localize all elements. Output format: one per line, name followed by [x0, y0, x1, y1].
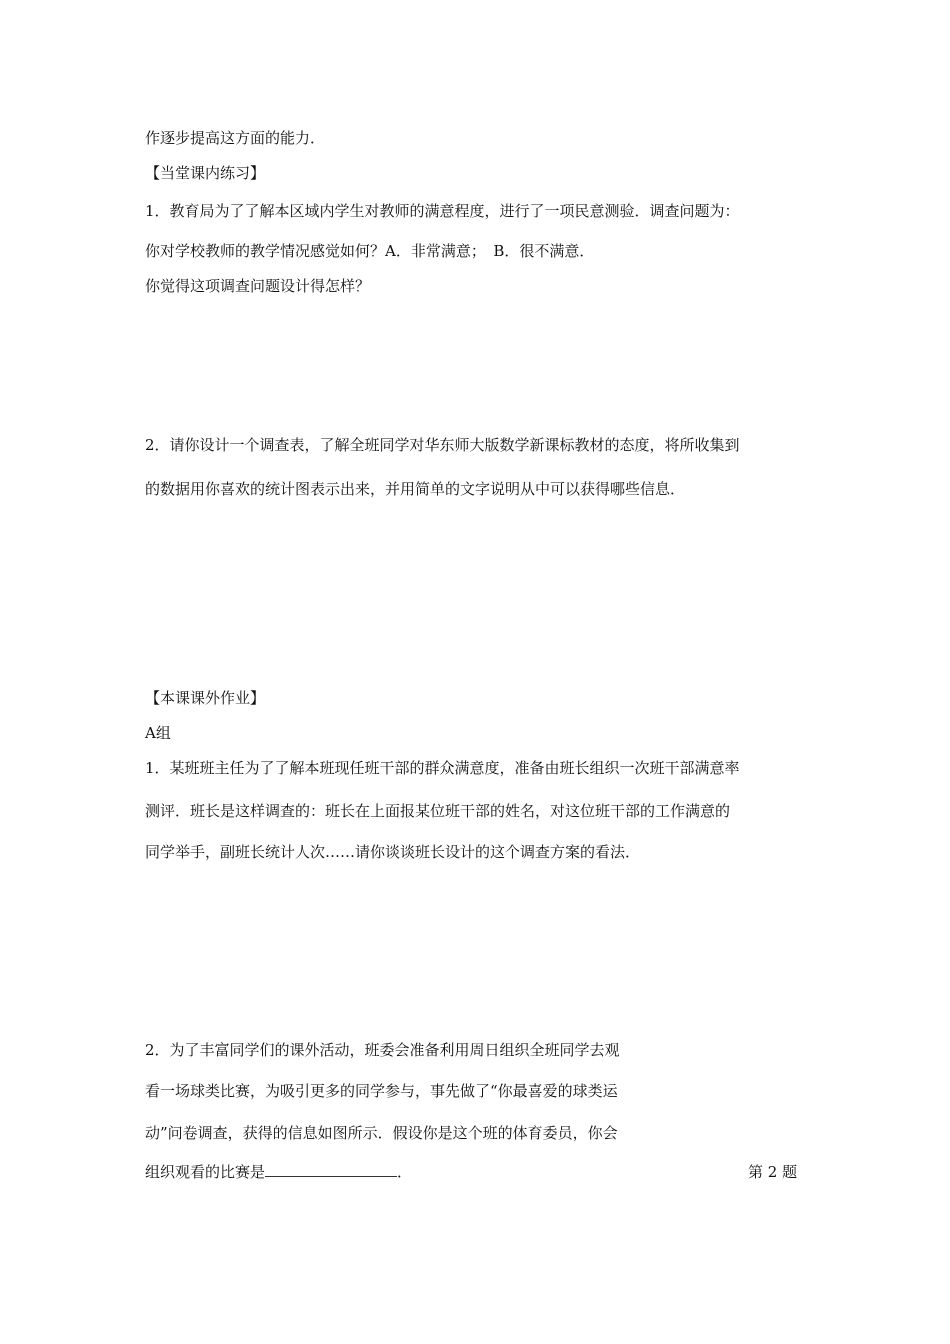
question-1-line-1: 1．教育局为了了解本区域内学生对教师的满意程度，进行了一项民意测验．调查问题为： [145, 202, 740, 220]
intro-tail-text: 作逐步提高这方面的能力． [145, 129, 326, 147]
homework-1-line-2: 测评．班长是这样调查的：班长在上面报某位班干部的姓名，对这位班干部的工作满意的 [145, 802, 731, 820]
section-heading-homework: 【本课课外作业】 [145, 689, 266, 707]
homework-1-line-1: 1．某班班主任为了了解本班现任班干部的群众满意度，准备由班长组织一次班干部满意率 [145, 759, 740, 777]
homework-2-line-4 [145, 1162, 412, 1182]
homework-2-line-4-prefix: 组织观看的比赛是 [145, 1163, 266, 1181]
question-2-line-2: 的数据用你喜欢的统计图表示出来，并用简单的文字说明从中可以获得哪些信息． [145, 480, 686, 498]
homework-1-line-3: 同学举手，副班长统计人次……请你谈谈班长设计的这个调查方案的看法． [145, 843, 641, 861]
answer-blank [265, 1162, 397, 1177]
homework-2-line-3: 动”问卷调查，获得的信息如图所示．假设你是这个班的体育委员，你会 [145, 1124, 618, 1142]
homework-2-line-4-suffix: ． [397, 1163, 413, 1181]
question-1-line-2: 你对学校教师的教学情况感觉如何？A．非常满意； B．很不满意． [145, 242, 595, 260]
group-a-label: A组 [145, 724, 171, 742]
homework-2-line-1: 2．为了丰富同学们的课外活动，班委会准备利用周日组织全班同学去观 [145, 1041, 620, 1059]
homework-2-line-2: 看一场球类比赛，为吸引更多的同学参与，事先做了“你最喜爱的球类运 [145, 1082, 618, 1100]
question-2-line-1: 2．请你设计一个调查表，了解全班同学对华东师大版数学新课标教材的态度，将所收集到 [145, 436, 740, 454]
question-1-line-3: 你觉得这项调查问题设计得怎样？ [145, 277, 371, 295]
section-heading-classwork: 【当堂课内练习】 [145, 164, 266, 182]
figure-caption: 第 2 题 [748, 1163, 798, 1181]
